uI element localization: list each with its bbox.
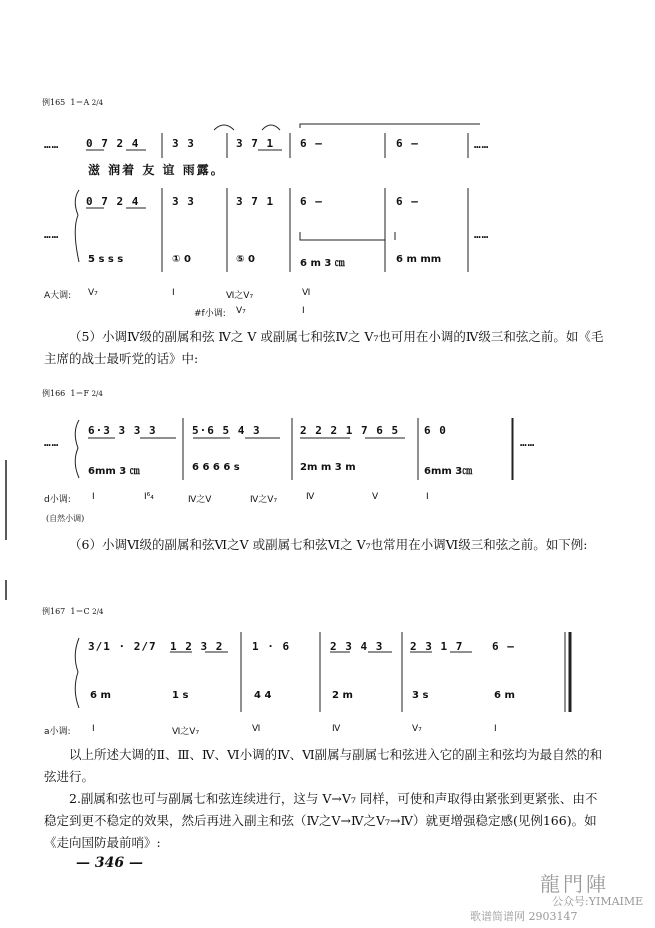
ex166-key-label: d小调:: [44, 495, 71, 505]
chord: Ⅵ: [252, 724, 261, 734]
ex165-melody-m1: 0 7 2 4: [86, 137, 140, 150]
chord: I: [494, 724, 497, 734]
ex165-bass-m5: 6 m mm: [396, 254, 442, 265]
ex166-bass-m3: 2m m 3 m: [300, 462, 356, 473]
ex165-upper-m3: 3 7 1: [236, 195, 275, 208]
ex165-melody-m5: 6 —: [396, 137, 419, 150]
chord: I: [92, 724, 95, 734]
ex165-bass-m4: 6 m 3 ㎝: [300, 258, 345, 269]
chord: I: [92, 492, 95, 502]
watermark-caption: 歌谱简谱网 2903147: [470, 910, 578, 923]
chord: I: [172, 288, 175, 298]
ex167-upper-m2: 1 2 3 2: [170, 640, 224, 653]
ex167-bass-m6: 6 m: [494, 690, 515, 701]
ex165-bass-m1: 5 s s s: [88, 254, 124, 265]
chord: Ⅵ之V₇: [172, 727, 200, 737]
ex167-bass-m2: 1 s: [172, 690, 189, 701]
watermark-logo: 龍門陣: [540, 872, 609, 896]
chord: Ⅵ: [302, 288, 311, 298]
chord: Ⅵ之V₇: [226, 291, 254, 301]
ex165-melody-m2: 3 3: [172, 137, 195, 150]
ex166-note: (自然小调): [46, 514, 85, 523]
ex165-melody-m4: 6 —: [300, 137, 323, 150]
chord: V₇: [236, 306, 246, 316]
ex165-minor-label: #f小调:: [194, 309, 226, 319]
ex166-upper-m2: 5·6 5 4 3: [192, 424, 261, 437]
ex165-bass-m2: ① 0: [172, 254, 191, 265]
chord: I: [426, 492, 429, 502]
ex166-bass-m4: 6mm 3㎝: [424, 466, 473, 477]
ex167-upper-m3: 1 · 6: [252, 640, 291, 653]
ex167-upper-m4: 2 3 4 3: [330, 640, 384, 653]
chord: V₇: [88, 288, 98, 298]
ex166-bass-m2: 6 6 6 6 s: [192, 462, 240, 473]
ex167-upper-m6: 6 —: [492, 640, 515, 653]
chord: Ⅳ: [306, 492, 315, 502]
ex167-bass-m4: 2 m: [332, 690, 353, 701]
ex165-label: 例165 1＝A 2/4: [42, 98, 104, 107]
ex167-bass-m5: 3 s: [412, 690, 429, 701]
ex166-upper-m4: 6 0: [424, 424, 447, 437]
ex165-upper-m1: 0 7 2 4: [86, 195, 140, 208]
ex165-major-label: A大调:: [44, 291, 72, 301]
ex165-upper-m2: 3 3: [172, 195, 195, 208]
chord: I: [302, 306, 305, 316]
ex167-bass-m1: 6 m: [90, 690, 111, 701]
page-number: — 346 —: [76, 855, 143, 871]
chord: Ⅳ之V: [188, 495, 212, 505]
paragraph-6: （6）小调Ⅵ级的副属和弦Ⅵ之V 或副属七和弦Ⅵ之 V₇也常用在小调Ⅵ级三和弦之前。如下例:: [69, 537, 588, 552]
ex167-bass-m3: 4 4: [254, 690, 272, 701]
ex166-bass-m1: 6mm 3 ㎝: [88, 466, 140, 477]
ex165-bass-m3: ⑤ 0: [236, 254, 255, 265]
chord: V₇: [412, 724, 422, 734]
paragraph-8: 2.副属和弦也可与副属七和弦连续进行，这与 V→V₇ 同样，可使和声取得由紧张到更紧张、由不稳定到更不稳定的效果，然后再进入副主和弦（Ⅳ之V→Ⅳ之V₇→Ⅳ）就更增强稳定感(见例166)。如《走向国防最前哨》:: [44, 791, 598, 850]
ex167-upper-m5: 2 3 1 7: [410, 640, 464, 653]
chord: I⁶₄: [144, 492, 154, 502]
ex166-upper-m1: 6·3 3 3 3: [88, 424, 157, 437]
ex165-melody-m3: 3 7 1: [236, 137, 275, 150]
chord: V: [372, 492, 379, 502]
chord: Ⅳ: [332, 724, 341, 734]
ex165-upper-m4: 6 —: [300, 195, 323, 208]
ex167-key-label: a小调:: [44, 727, 71, 737]
ex166-upper-m3: 2 2 2 1 7 6 5: [300, 424, 400, 437]
ex167-label: 例167 1＝C 2/4: [42, 607, 104, 616]
paragraph-5: （5）小调Ⅳ级的副属和弦 Ⅳ之 V 或副属七和弦Ⅳ之 V₇也可用在小调的Ⅳ级三和弦之前。如《毛主席的战士最听党的话》中:: [44, 329, 604, 366]
paragraph-7: 以上所述大调的Ⅱ、Ⅲ、Ⅳ、Ⅵ小调的Ⅳ、Ⅵ副属与副属七和弦进入它的副主和弦均为最自然的和弦进行。: [44, 747, 603, 784]
ex165-upper-m5: 6 —: [396, 195, 419, 208]
chord: Ⅳ之V₇: [250, 495, 278, 505]
ex167-upper-m1: 3/1 · 2/7: [88, 640, 157, 653]
watermark-site: 公众号:YIMAIME: [552, 895, 644, 908]
ex166-label: 例166 1＝F 2/4: [42, 389, 103, 398]
ex165-lyrics: 滋 润着 友 谊 雨露。: [88, 163, 225, 177]
